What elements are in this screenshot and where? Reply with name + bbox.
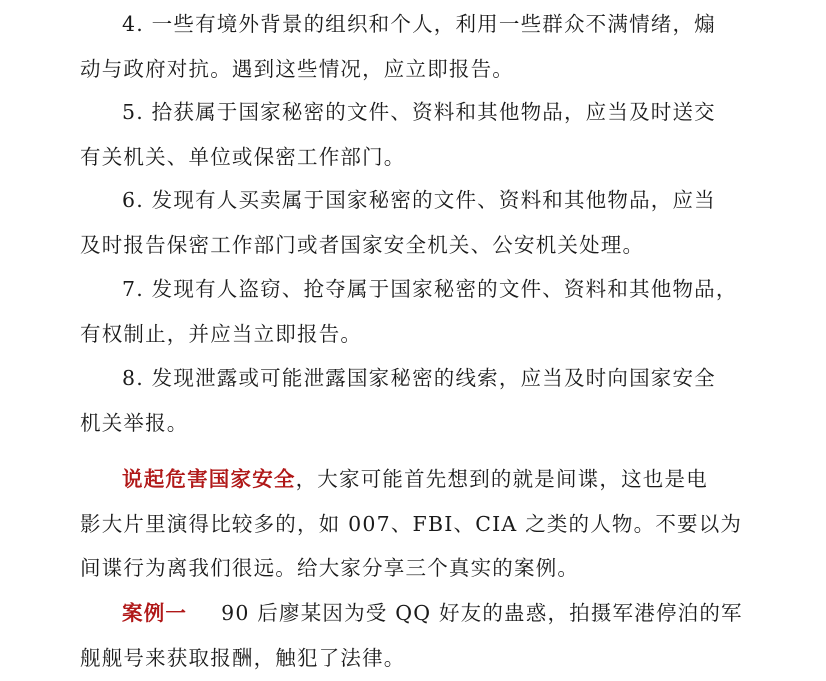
intro-highlight: 说起危害国家安全 [122,467,296,491]
case-1-line-2: 舰舰号来获取报酬，触犯了法律。 [80,646,406,670]
item-6-line-1: 6. 发现有人买卖属于国家秘密的文件、资料和其他物品，应当 [122,188,716,212]
case-1-line-1-text: 90 后廖某因为受 QQ 好友的蛊惑，拍摄军港停泊的军 [221,601,743,625]
case-1-label: 案例一 [122,601,188,625]
item-7-line-1: 7. 发现有人盗窃、抢夺属于国家秘密的文件、资料和其他物品， [122,277,738,301]
intro-line-1 [122,465,708,493]
item-7-line-2: 有权制止，并应当立即报告。 [80,322,363,346]
item-8-line-2: 机关举报。 [80,411,189,435]
item-6-line-2: 及时报告保密工作部门或者国家安全机关、公安机关处理。 [80,233,645,257]
item-8-line-1: 8. 发现泄露或可能泄露国家秘密的线索，应当及时向国家安全 [122,366,716,390]
case-1-line-1 [122,599,743,627]
intro-line-2: 影大片里演得比较多的，如 007、FBI、CIA 之类的人物。不要以为 [80,512,743,536]
item-4-line-1: 4. 一些有境外背景的组织和个人，利用一些群众不满情绪，煽 [122,12,716,36]
item-4-line-2: 动与政府对抗。遇到这些情况，应立即报告。 [80,57,514,81]
item-5-line-1: 5. 拾获属于国家秘密的文件、资料和其他物品，应当及时送交 [122,100,716,124]
intro-line-3: 间谍行为离我们很远。给大家分享三个真实的案例。 [80,556,580,580]
item-5-line-2: 有关机关、单位或保密工作部门。 [80,145,406,169]
intro-line-1-text: ，大家可能首先想到的就是间谍，这也是电 [295,467,708,491]
